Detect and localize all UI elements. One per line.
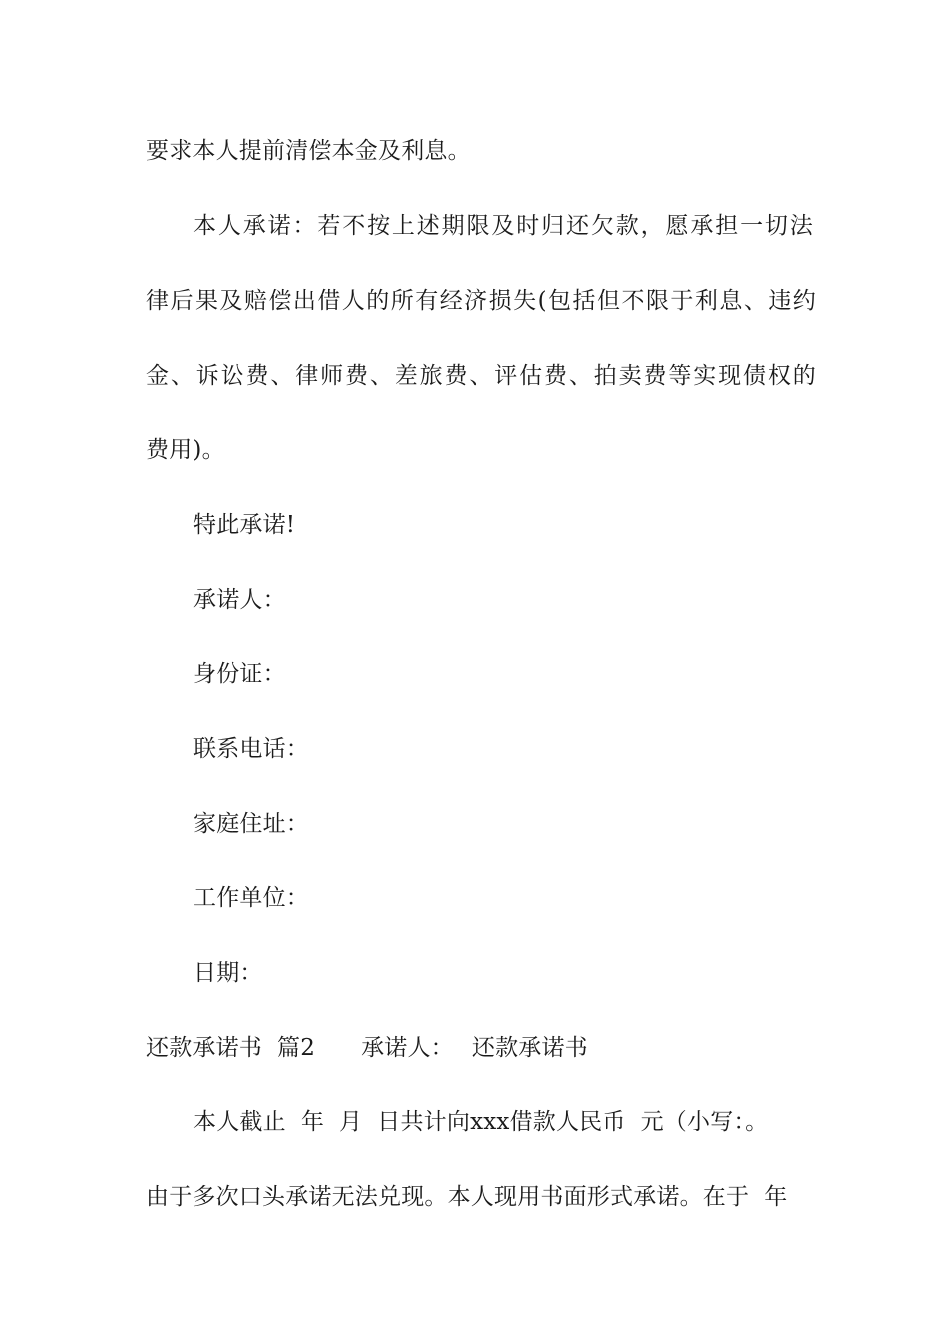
promise-text: 本人承诺：若不按上述期限及时归还欠款，愿承担一切法 [193,213,813,239]
paragraph-text: 金、诉讼费、律师费、差旅费、评估费、拍卖费等实现债权的 [146,363,816,389]
field-workplace: 工作单位： [193,885,309,911]
field-phone: 联系电话： [193,736,309,762]
paragraph-line [193,211,813,241]
field-promisor: 承诺人： [193,587,286,613]
paragraph-line: 要求本人提前清偿本金及利息。 [146,138,471,164]
paragraph-line: 由于多次口头承诺无法兑现。本人现用书面形式承诺。在于 年 [146,1184,788,1210]
field-id-card: 身份证： [193,661,286,687]
paragraph-line [146,361,816,391]
section-title: 还款承诺书 篇2 [146,1035,316,1061]
closing-statement: 特此承诺! [193,512,296,538]
paragraph-line: 本人截止 年 月 日共计向xxx借款人民币 元（小写：。 [193,1109,769,1135]
section-signer: 承诺人： [361,1035,454,1061]
paragraph-line [146,286,816,316]
field-address: 家庭住址： [193,811,309,837]
section-heading [146,1033,816,1063]
paragraph-text: 律后果及赔偿出借人的所有经济损失(包括但不限于利息、违约 [146,288,816,314]
section-subtitle: 还款承诺书 [471,1035,588,1061]
field-date: 日期： [193,960,263,986]
paragraph-line: 费用)。 [146,437,225,463]
